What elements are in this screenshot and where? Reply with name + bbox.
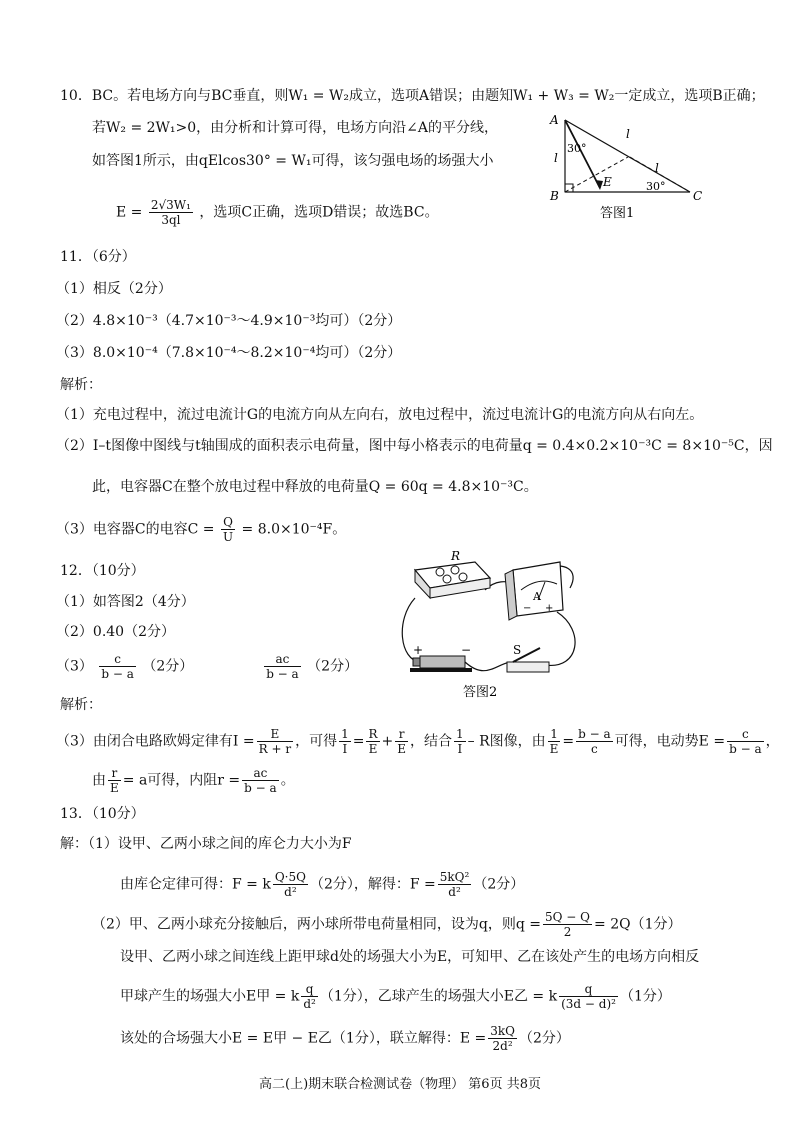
fig2-label-R: R <box>451 550 461 563</box>
q13-step-1: 解：（1）设甲、乙两小球之间的库仑力大小为F <box>60 836 352 852</box>
fig1-label-A: A <box>550 113 559 127</box>
q12-head: 12．（10分） <box>60 563 145 579</box>
q11-head: 11．（6分） <box>60 249 136 265</box>
fig1-label-B: B <box>550 189 559 203</box>
fig1-angle-C: 30° <box>646 180 666 193</box>
page-footer: 高二(上)期末联合检测试卷（物理） 第6页 共8页 <box>259 1077 541 1092</box>
fig1-label-l-left: l <box>554 151 558 165</box>
fig1-angle-A: 30° <box>567 142 587 155</box>
fig2-battery-minus: − <box>461 643 472 657</box>
fig2-caption: 答图2 <box>463 685 498 700</box>
q12-answer-1: （1）如答图2（4分） <box>56 594 195 610</box>
q10-fraction: $\frac{\text{2√3W₁}}{3ql}$ <box>150 198 191 227</box>
figure-1-triangle <box>540 110 710 225</box>
q13-step-5: 甲球产生的场强大小E甲 = k $\frac{q}{\text{d²}}$ （1分），乙球产生的场强大小E乙 = k $\frac{q}{\text{(3d − d)²}}$ （1分） <box>120 982 671 1011</box>
q11-explain-2: （2）I–t图像中图线与t轴围成的面积表示电荷量，图中每小格表示的电荷量q = 0.4×0.2×10⁻³C = 8×10⁻⁵C，因 <box>56 438 773 454</box>
q12-answer-2: （2）0.40（2分） <box>56 624 175 640</box>
q10-line1: 10．BC。若电场方向与BC垂直，则W₁ = W₂成立，选项A错误；由题知W₁ + W₃ = W₂一定成立，选项B正确； <box>60 88 765 104</box>
fig2-label-A: A <box>533 590 541 603</box>
fig1-label-l-top: l <box>626 127 630 141</box>
q12-explain-1: （3）由闭合电路欧姆定律有I = $\frac{E}{R + r}$ ，可得 $\frac{1}{I}$ = $\frac{R}{E}$ + $\frac{r}{E}$ ，结合 $\frac{1}{I}$ – R图像，由 $\frac{1}{E}$ = $\frac{b - a}{c}$ 可得，电动势E = $\frac{c}{b - a}$ ， <box>56 727 780 756</box>
fig2-label-S: S <box>513 643 522 657</box>
fig1-caption: 答图1 <box>600 206 635 221</box>
q10-line3: 如答图1所示，由qElcos30° = W₁可得，该匀强电场的场强大小 <box>92 153 494 169</box>
q10-line4 <box>116 198 439 227</box>
q12-explain-2: 由 $\frac{r}{E}$ = a可得，内阻r = $\frac{ac}{b - a}$ 。 <box>92 766 295 795</box>
fig2-battery-plus: + <box>413 643 424 657</box>
q11-analysis-label: 解析： <box>60 377 102 393</box>
fig1-label-l-right: l <box>655 161 659 175</box>
q11-answer-3: （3）8.0×10⁻⁴（7.8×10⁻⁴～8.2×10⁻⁴均可）（2分） <box>56 345 402 361</box>
q11-explain-4: （3）电容器C的电容C = $\frac{Q}{U}$ = 8.0×10⁻⁴F。 <box>56 515 347 544</box>
q10-line2: 若W₂ = 2W₁>0，由分析和计算可得，电场方向沿∠A的平分线， <box>92 120 499 136</box>
q11-explain-1: （1）充电过程中，流过电流计G的电流方向从左向右，放电过程中，流过电流计G的电流方向从右向左。 <box>56 407 704 423</box>
q13-step-2: 由库仑定律可得：F = k $\frac{Q\cdot 5Q}{\text{d²}}$ （2分），解得：F = $\frac{\text{5kQ²}}{\text{d²}}$ （2分） <box>120 870 525 899</box>
fig1-label-C: C <box>693 189 703 203</box>
q10-eq-pre: E = <box>116 204 143 221</box>
fig1-label-E: E <box>603 175 612 189</box>
figure-2-circuit <box>395 550 595 700</box>
q11-explain-3: 此，电容器C在整个放电过程中释放的电荷量Q = 60q = 4.8×10⁻³C。 <box>92 479 538 495</box>
q10-eq-post: ，选项C正确，选项D错误；故选BC。 <box>199 204 439 221</box>
q13-head: 13．（10分） <box>60 806 145 822</box>
q11-answer-2: （2）4.8×10⁻³（4.7×10⁻³～4.9×10⁻³均可）（2分） <box>56 313 402 329</box>
q12-answer-3: （3） $\frac{c}{b - a}$ （2分） $\frac{ac}{b - a}$ （2分） <box>56 652 359 681</box>
fig2-ammeter-minus: − <box>523 603 532 614</box>
q11-answer-1: （1）相反（2分） <box>56 281 172 297</box>
q13-step-4: 设甲、乙两小球之间连线上距甲球d处的场强大小为E，可知甲、乙在该处产生的电场方向相反 <box>120 949 700 965</box>
q13-step-6: 该处的合场强大小E = E甲 − E乙（1分），联立解得：E = $\frac{3kQ}{\text{2d²}}$ （2分） <box>120 1024 570 1053</box>
q12-analysis-label: 解析： <box>60 697 102 713</box>
q13-step-3: （2）甲、乙两小球充分接触后，两小球所带电荷量相同，设为q，则q = $\frac{5Q - Q}{2}$ = 2Q（1分） <box>92 910 682 939</box>
fig2-ammeter-plus: + <box>545 603 554 614</box>
